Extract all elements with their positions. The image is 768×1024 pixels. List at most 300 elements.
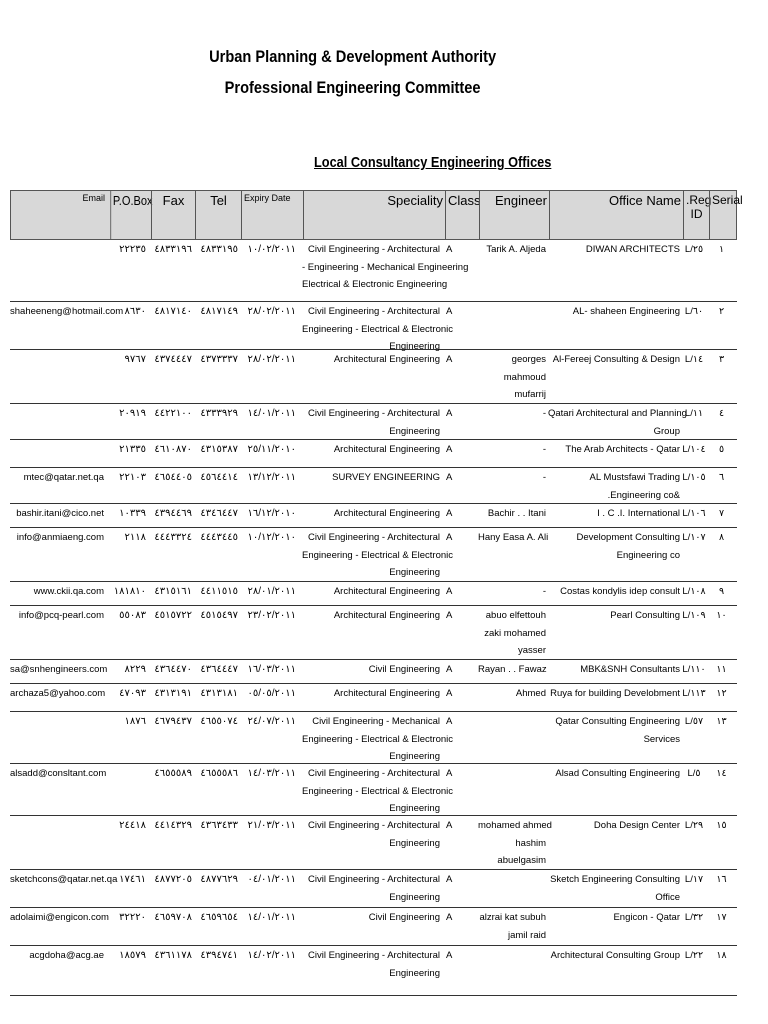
cell-text-line: - Engineering - Mechanical Engineering <box>302 261 469 273</box>
cell-regid <box>682 529 706 547</box>
cell-text-line: ٤٨٧٧٢٠٥ <box>154 874 192 885</box>
cell-engineer <box>478 351 546 404</box>
cell-text-line: Civil Engineering - Mechanical <box>312 716 440 727</box>
cell-pobox <box>106 469 146 487</box>
cell-text-line: ١٤ <box>716 768 727 779</box>
cell-text-line: ١٧٤٦١ <box>119 874 146 885</box>
cell-text-line: ٤٣١٥١٦١ <box>154 586 192 597</box>
cell-office <box>548 351 680 369</box>
table-row <box>10 712 737 764</box>
column-header-serial: Serial <box>709 191 738 239</box>
cell-speciality <box>302 765 454 818</box>
cell-fax <box>150 909 192 927</box>
cell-email <box>10 871 118 889</box>
cell-text-line: Civil Engineering <box>368 664 440 675</box>
cell-fax <box>150 303 192 321</box>
cell-email <box>10 241 104 259</box>
cell-fax <box>150 583 192 601</box>
cell-serial <box>708 909 735 927</box>
cell-text-line: info@anmiaeng.com <box>16 532 104 543</box>
cell-text-line: Engineering co <box>616 549 680 561</box>
cell-engineer <box>478 685 546 703</box>
cell-pobox <box>106 405 146 423</box>
cell-class <box>446 469 476 487</box>
cell-text-line: Hany Easa A. Ali <box>478 532 549 543</box>
cell-text-line: A <box>446 912 453 923</box>
cell-text-line: Civil Engineering - Architectural <box>307 532 440 543</box>
cell-text-line: ٤٣٦٤٤٤٧ <box>200 664 238 675</box>
cell-text-line: Engineering <box>389 567 440 578</box>
cell-serial <box>708 685 735 703</box>
cell-text-line: ٢١١٨ <box>124 532 146 543</box>
cell-regid <box>682 469 706 487</box>
cell-tel <box>194 713 238 731</box>
cell-text-line: ٤٦٥٤٤٠٥ <box>154 472 192 483</box>
cell-text-line: Architectural Engineering <box>333 354 440 365</box>
cell-text-line: L/٣٢ <box>684 912 704 923</box>
cell-regid <box>682 713 706 731</box>
cell-tel <box>194 583 238 601</box>
cell-text-line: Ruya for building Develobment <box>550 688 680 699</box>
cell-text-line: A <box>446 716 453 727</box>
cell-text-line: ١٤/٠١/٢٠١١ <box>247 912 296 923</box>
cell-speciality <box>302 529 454 582</box>
cell-text-line: ١٤/٠٣/٢٠١١ <box>247 768 296 779</box>
cell-text-line: ٤٣٤٦٤٤٧ <box>200 508 238 519</box>
cell-text-line: ١٨٥٧٩ <box>119 950 146 961</box>
cell-text-line: ٤٨٣٣١٩٥ <box>200 244 238 255</box>
cell-serial <box>708 871 735 889</box>
cell-text-line: abuo elfettouh <box>485 610 546 621</box>
cell-text-line: ٥ <box>718 444 725 455</box>
cell-text-line: Architectural Engineering <box>333 444 440 455</box>
cell-text-line: - <box>542 586 546 597</box>
cell-expiry <box>240 529 296 547</box>
cell-text-line: Civil Engineering - Architectural <box>307 874 440 885</box>
cell-text-line: ٢١٣٣٥ <box>119 444 146 455</box>
cell-regid <box>682 909 706 927</box>
table-row <box>10 302 737 350</box>
cell-text-line: Civil Engineering - Architectural <box>307 408 440 419</box>
cell-text-line: ٨٢٢٩ <box>124 664 146 675</box>
cell-text-line <box>10 405 104 423</box>
cell-text-line: ٤٨١٧١٤٠ <box>154 306 192 317</box>
cell-text-line: Office <box>655 891 680 903</box>
table-row <box>10 468 737 504</box>
cell-text-line: Alsad Consulting Engineering <box>555 768 680 779</box>
cell-text-line: L/١٧ <box>684 874 704 885</box>
column-header-class: Class <box>445 191 479 239</box>
cell-speciality <box>302 583 440 601</box>
table-row <box>10 816 737 870</box>
cell-fax <box>150 685 192 703</box>
cell-email <box>10 909 109 927</box>
cell-text-line: shaheeneng@hotmail.com <box>10 306 124 317</box>
cell-speciality <box>302 685 440 703</box>
cell-text-line: ٤٣٦٣٤٣٣ <box>200 820 238 831</box>
cell-text-line: ٤٤١١٥١٥ <box>200 586 238 597</box>
cell-engineer <box>478 713 546 731</box>
cell-regid <box>682 505 706 523</box>
cell-pobox <box>106 241 146 259</box>
cell-text-line: Engineering <box>389 425 440 437</box>
cell-speciality <box>302 661 440 679</box>
cell-class <box>446 817 476 835</box>
cell-text-line: Al-Fereej Consulting & Design <box>552 354 680 365</box>
cell-text-line: ٥٥٠٨٣ <box>119 610 146 621</box>
cell-text-line: AL- shaheen Engineering <box>572 306 680 317</box>
cell-tel <box>194 817 238 835</box>
cell-pobox <box>106 765 146 783</box>
cell-text-line: ١٣ <box>716 716 727 727</box>
cell-text-line: ٤٤٢٢١٠٠ <box>154 408 192 419</box>
cell-text-line: Engineering <box>389 803 440 814</box>
cell-office <box>548 909 680 927</box>
cell-text-line: Tarik A. Aljeda <box>486 244 546 255</box>
cell-email <box>10 441 104 459</box>
table-row <box>10 440 737 468</box>
cell-text-line: ٢٤٤١٨ <box>119 820 146 831</box>
cell-text-line: L/٥ <box>687 768 701 779</box>
cell-text-line: ١٦/١٢/٢٠١٠ <box>247 508 296 519</box>
cell-text-line: ١٨٧٦ <box>124 716 146 727</box>
column-header-engineer: Engineer <box>479 191 549 239</box>
cell-engineer <box>478 469 546 487</box>
cell-speciality <box>302 303 454 356</box>
cell-regid <box>682 303 706 321</box>
column-header-expiry: Expiry Date <box>241 191 303 239</box>
cell-text-line: ١٢ <box>716 688 727 699</box>
cell-expiry <box>240 661 296 679</box>
cell-email <box>10 469 104 487</box>
cell-text-line: L/٥٧ <box>684 716 704 727</box>
cell-expiry <box>240 241 296 259</box>
cell-email <box>10 405 104 423</box>
cell-text-line: ١٨ <box>716 950 727 961</box>
cell-text-line: A <box>446 408 453 419</box>
cell-text-line: Costas kondylis idep consult <box>560 586 680 597</box>
cell-text-line: Doha Design Center <box>593 820 680 831</box>
cell-text-line: Electrical & Electronic Engineering <box>302 279 448 290</box>
cell-text-line: ٤٦٧٩٤٣٧ <box>154 716 192 727</box>
cell-text-line: L/١٠٥ <box>682 472 706 483</box>
cell-text-line: L/٦٠ <box>684 306 704 317</box>
cell-text-line: Bachir . . Itani <box>487 508 546 519</box>
cell-class <box>446 765 476 783</box>
cell-fax <box>150 713 192 731</box>
cell-text-line: ٤٣١٣١٩١ <box>154 688 192 699</box>
table-row <box>10 240 737 302</box>
column-header-tel: Tel <box>195 191 241 239</box>
cell-text-line: mufarrij <box>514 389 546 400</box>
cell-text-line: Engineering <box>389 837 440 849</box>
cell-speciality <box>302 241 469 294</box>
cell-text-line: A <box>446 874 453 885</box>
cell-text-line: MBK&SNH Consultants <box>580 664 680 675</box>
cell-email <box>10 529 104 547</box>
cell-text-line: Qatar Consulting Engineering <box>555 716 680 727</box>
cell-expiry <box>240 713 296 731</box>
cell-text-line: acgdoha@acg.ae <box>29 950 104 961</box>
cell-email <box>10 583 104 601</box>
cell-pobox <box>106 685 146 703</box>
cell-text-line: yasser <box>518 645 546 656</box>
cell-engineer <box>478 405 546 423</box>
cell-text-line: Engineering <box>389 751 440 762</box>
cell-office <box>548 947 680 965</box>
cell-text-line: L/١٤ <box>684 354 704 365</box>
cell-text-line: A <box>446 768 453 779</box>
cell-text-line: L/١٠٩ <box>682 610 706 621</box>
cell-text-line: ٤٤٤٣٣٢٤ <box>154 532 192 543</box>
cell-text-line: Civil Engineering - Architectural <box>307 244 440 255</box>
cell-text-line: ٣٢٢٢٠ <box>119 912 146 923</box>
cell-office <box>548 469 680 504</box>
cell-tel <box>194 607 238 625</box>
cell-fax <box>150 351 192 369</box>
cell-fax <box>150 241 192 259</box>
cell-serial <box>708 469 735 487</box>
cell-text-line: mohamed ahmed <box>478 820 552 831</box>
cell-office <box>548 661 680 679</box>
cell-text-line <box>478 765 546 783</box>
cell-email <box>10 713 104 731</box>
table-caption: Local Consultancy Engineering Offices <box>314 154 552 171</box>
cell-text-line: A <box>446 664 453 675</box>
cell-fax <box>150 505 192 523</box>
table-row <box>10 870 737 908</box>
cell-text-line: ٤٣٦١١٧٨ <box>154 950 192 961</box>
cell-text-line: ٤٣١٥٣٨٧ <box>200 444 238 455</box>
cell-text-line: Engicon - Qatar <box>613 912 680 923</box>
cell-pobox <box>106 441 146 459</box>
cell-text-line: mtec@qatar.net.qa <box>23 472 104 483</box>
cell-expiry <box>240 871 296 889</box>
cell-text-line: Pearl Consulting <box>610 610 680 621</box>
column-header-speciality: Speciality <box>303 191 445 239</box>
cell-serial <box>708 713 735 731</box>
cell-fax <box>150 817 192 835</box>
cell-serial <box>708 505 735 523</box>
cell-text-line: ٢٨/٠٢/٢٠١١ <box>247 354 296 365</box>
cell-speciality <box>302 607 440 625</box>
cell-class <box>446 583 476 601</box>
cell-engineer <box>478 909 546 944</box>
cell-text-line: ٤٣٧٤٤٤٧ <box>154 354 192 365</box>
cell-regid <box>682 583 706 601</box>
cell-email <box>10 607 104 625</box>
cell-text-line: Civil Engineering - Architectural <box>307 768 440 779</box>
cell-text-line: ٤٤١٤٣٢٩ <box>154 820 192 831</box>
cell-fax <box>150 441 192 459</box>
cell-pobox <box>106 947 146 965</box>
cell-engineer <box>478 817 552 870</box>
cell-office <box>548 871 680 906</box>
cell-serial <box>708 947 735 965</box>
cell-tel <box>194 871 238 889</box>
cell-pobox <box>106 871 146 889</box>
cell-text-line: ٢ <box>718 306 725 317</box>
cell-text-line: ٤٦٥٥٥٨٦ <box>200 768 238 779</box>
cell-regid <box>682 685 706 703</box>
column-header-reg-id: .Reg ID <box>683 191 709 239</box>
cell-speciality <box>302 469 440 487</box>
cell-text-line: AL Mustsfawi Trading <box>589 472 680 483</box>
cell-text-line: ٢٠٩١٩ <box>119 408 146 419</box>
cell-text-line: - <box>542 472 546 483</box>
cell-expiry <box>240 947 296 965</box>
cell-text-line: ٤٤٤٣٤٤٥ <box>200 532 238 543</box>
cell-text-line: Civil Engineering - Architectural <box>307 820 440 831</box>
cell-tel <box>194 685 238 703</box>
cell-office <box>548 765 680 783</box>
cell-text-line: Architectural Engineering <box>333 610 440 621</box>
cell-text-line: ٢٢١٠٣ <box>119 472 146 483</box>
cell-speciality <box>302 713 454 766</box>
cell-office <box>548 241 680 259</box>
cell-text-line: Engineering <box>389 341 440 352</box>
cell-email <box>10 661 108 679</box>
cell-email <box>10 947 104 965</box>
cell-text-line: ١ <box>718 244 725 255</box>
cell-text-line: Architectural Engineering <box>333 688 440 699</box>
cell-text-line: info@pcq-pearl.com <box>18 610 104 621</box>
cell-text-line: ٣ <box>718 354 725 365</box>
column-header-pobox: P.O.Box <box>110 191 147 239</box>
cell-text-line: ١٠/١٢/٢٠١٠ <box>247 532 296 543</box>
cell-text-line: Engineering - Electrical & Electronic <box>302 785 454 797</box>
cell-text-line <box>10 441 104 459</box>
cell-text-line <box>10 713 104 731</box>
table-row <box>10 350 737 404</box>
cell-fax <box>150 661 192 679</box>
cell-text-line: ١١ <box>716 664 727 675</box>
cell-serial <box>708 441 735 459</box>
cell-text-line: ١٨١٨١٠ <box>113 586 146 597</box>
cell-serial <box>708 607 735 625</box>
cell-expiry <box>240 441 296 459</box>
cell-text-line: L/١١ <box>684 408 704 419</box>
cell-engineer <box>478 947 546 965</box>
cell-email <box>10 351 104 369</box>
cell-pobox <box>106 909 146 927</box>
cell-text-line: ٢٤/٠٧/٢٠١١ <box>247 716 296 727</box>
cell-text-line: A <box>446 950 453 961</box>
cell-text-line: Sketch Engineering Consulting <box>550 874 680 885</box>
cell-class <box>446 405 476 423</box>
cell-text-line: A <box>446 354 453 365</box>
cell-text-line: sa@snhengineers.com <box>10 664 108 675</box>
cell-expiry <box>240 765 296 783</box>
cell-regid <box>682 405 706 423</box>
cell-text-line: mahmoud <box>503 371 546 383</box>
cell-office <box>548 713 680 748</box>
cell-tel <box>194 441 238 459</box>
cell-text-line: Architectural Engineering <box>333 508 440 519</box>
cell-text-line: jamil raid <box>507 929 546 941</box>
column-header-email: Email <box>82 193 105 203</box>
cell-engineer <box>478 765 546 783</box>
cell-text-line: ١٠/٠٢/٢٠١١ <box>247 244 296 255</box>
cell-text-line: L/١١٠ <box>682 664 706 675</box>
cell-text-line: Civil Engineering <box>368 912 440 923</box>
cell-text-line: ٩٧٦٧ <box>124 354 146 365</box>
cell-text-line: .Engineering co& <box>607 489 680 501</box>
cell-office <box>548 441 680 459</box>
cell-text-line: abuelgasim <box>497 855 546 866</box>
cell-class <box>446 685 476 703</box>
cell-text-line: ٤٦٥٥٠٧٤ <box>200 716 238 727</box>
cell-text-line: Architectural Engineering <box>333 586 440 597</box>
cell-regid <box>682 441 706 459</box>
cell-expiry <box>240 351 296 369</box>
table-row <box>10 582 737 606</box>
cell-office <box>548 685 680 703</box>
cell-fax <box>150 947 192 965</box>
cell-pobox <box>106 505 146 523</box>
cell-text-line <box>10 351 104 369</box>
cell-text-line: The Arab Architects - Qatar <box>565 444 680 455</box>
cell-class <box>446 871 476 889</box>
cell-text-line: SURVEY ENGINEERING <box>332 472 440 483</box>
cell-email <box>10 765 107 783</box>
cell-text-line: ٤٨١٧١٤٩ <box>200 306 238 317</box>
cell-serial <box>708 529 735 547</box>
cell-text-line: Qatari Architectural and Planning <box>548 408 687 419</box>
table-row <box>10 684 737 712</box>
table-row <box>10 660 737 684</box>
cell-expiry <box>240 405 296 423</box>
cell-speciality <box>302 817 440 852</box>
table-row <box>10 528 737 582</box>
cell-text-line: hashim <box>515 837 546 849</box>
column-header-fax: Fax <box>151 191 195 239</box>
cell-text-line: Architectural Consulting Group <box>550 950 680 961</box>
cell-text-line: ٢٢٢٣٥ <box>119 244 146 255</box>
cell-pobox <box>106 661 146 679</box>
cell-text-line <box>478 713 546 731</box>
table-row <box>10 504 737 528</box>
cell-text-line: A <box>446 444 453 455</box>
cell-tel <box>194 469 238 487</box>
cell-class <box>446 661 476 679</box>
cell-serial <box>708 241 735 259</box>
cell-tel <box>194 303 238 321</box>
cell-text-line: Rayan . . Fawaz <box>478 664 547 675</box>
cell-text-line: ١٤/٠١/٢٠١١ <box>247 408 296 419</box>
cell-expiry <box>240 303 296 321</box>
cell-serial <box>708 583 735 601</box>
cell-text-line: ٤٣٩٤٧٤١ <box>200 950 238 961</box>
cell-class <box>446 713 476 731</box>
cell-text-line: sketchcons@qatar.net.qa <box>10 874 118 885</box>
cell-text-line: ١٠ <box>716 610 727 621</box>
cell-expiry <box>240 817 296 835</box>
cell-expiry <box>240 909 296 927</box>
cell-text-line: ٠٥/٠٥/٢٠١١ <box>247 688 296 699</box>
table-header <box>10 190 743 240</box>
cell-text-line: I . C .I. International <box>597 508 680 519</box>
cell-text-line: ٤ <box>718 408 725 419</box>
cell-text-line: A <box>446 586 453 597</box>
cell-pobox <box>106 817 146 835</box>
cell-class <box>446 303 476 321</box>
cell-office <box>548 583 680 601</box>
table-row <box>10 606 737 660</box>
cell-text-line: archaza5@yahoo.com <box>10 688 106 699</box>
cell-regid <box>682 351 706 369</box>
cell-text-line: ٤٥١٥٧٢٢ <box>154 610 192 621</box>
